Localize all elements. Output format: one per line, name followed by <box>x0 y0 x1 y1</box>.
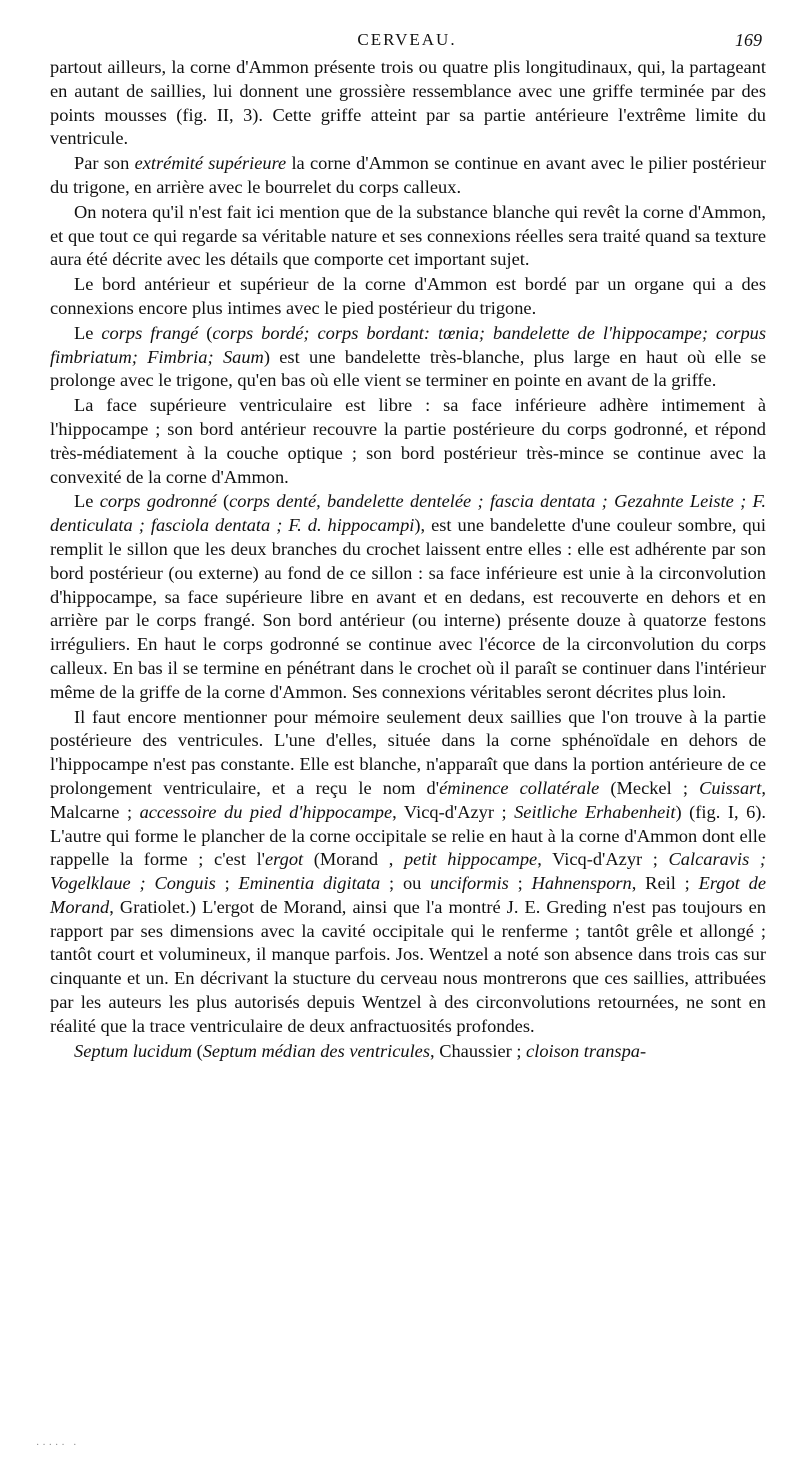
text-run: La face supérieure ventriculaire est libre : sa face inférieure adhère intimement à l'hippocampe ; son bord antérieur recouvre la partie postérieure du corps godronné, et répond très-médiatement à la couche optique ; son bord postérieur très-mince se continue avec la convexité de la corne d'Ammon. <box>50 395 766 487</box>
text-run: Le bord antérieur et supérieur de la corne d'Ammon est bordé par un organe qui a des connexions encore plus intimes avec le pied postérieur du trigone. <box>50 274 766 318</box>
italic-run: corps bordé; corps bordant: tœnia; bandelette de l'hippocampe; corpus fimbriatum; Fimbria; Saum <box>50 322 766 367</box>
italic-run: accessoire du pied d'hippocampe <box>139 801 393 822</box>
italic-run: Calcaravis ; Vogelklaue ; Conguis <box>50 849 766 894</box>
text-run: , Chaussier ; <box>430 1040 527 1061</box>
paragraph <box>50 152 766 200</box>
running-title: CERVEAU. <box>357 30 457 49</box>
text-run: la corne d'Ammon se continue en avant avec le pilier postérieur du trigone, en arrière avec le bourrelet du corps calleux. <box>50 153 766 197</box>
body-text <box>50 56 766 1063</box>
italic-run: Eminentia digitata <box>238 873 381 894</box>
text-run: , Gratiolet.) L'ergot de Morand, ainsi que l'a montré J. E. Greding n'est pas toujours en rapport par ses dimensions avec la cavité occipitale qui le renferme ; tantôt grêle et allongé ; tantôt court et volumineux, il manque parfois. Jos. Wentzel a noté son absence dans trois cas sur cinquante et un. En décrivant la stucture du cerveau nous montrerons que ces saillies, attribuées par les auteurs les plus autorisés depuis Wentzel à des circonvolutions retournées, ne sont en réalité que la trace ventriculaire de deux anfractuosités profondes. <box>50 896 766 1036</box>
italic-run: cloison transpa- <box>526 1040 647 1061</box>
text-run: , Vicq-d'Azyr ; <box>537 849 669 870</box>
italic-run: corps frangé <box>101 322 199 343</box>
paragraph <box>50 273 766 321</box>
text-run: (Meckel ; <box>599 777 700 798</box>
italic-run: Hahnensporn <box>531 873 632 894</box>
italic-run: extrémité supérieure <box>134 153 287 174</box>
page-number: 169 <box>735 30 762 50</box>
text-run: partout ailleurs, la corne d'Ammon présente trois ou quatre plis longitudinaux, qui, la partageant en autant de saillies, lui donnent une grossière ressemblance avec une griffe terminée par des points mousses (fig. II, 3). Cette griffe atteint par sa partie antérieure l'extrême limite du ventricule. <box>50 57 766 149</box>
text-run: Le <box>74 322 102 343</box>
italic-run: Seitliche Erhabenheit <box>514 801 676 822</box>
paragraph <box>50 706 766 1039</box>
text-run: Il faut encore mentionner pour mémoire seulement deux saillies que l'on trouve à la partie postérieure des ventricules. L'une d'elles, située dans la corne sphénoïdale en dehors de l'hippocampe n'est pas constante. Elle est blanche, n'apparaît que dans la portion antérieure de ce prolongement ventriculaire, et a reçu le nom d' <box>50 706 766 798</box>
paragraph <box>50 394 766 489</box>
paragraph <box>50 56 766 151</box>
paragraph <box>50 1040 766 1064</box>
paragraph <box>50 322 766 393</box>
text-run: ; <box>508 873 532 894</box>
text-run: Le <box>74 491 100 512</box>
italic-run: Septum médian des ventricules <box>202 1040 431 1061</box>
italic-run: Ergot de Morand <box>50 873 766 917</box>
paragraph <box>50 490 766 704</box>
paragraph <box>50 201 766 272</box>
text-run: Par son <box>74 153 135 174</box>
text-run: , Malcarne ; <box>50 777 767 822</box>
italic-run: ergot <box>265 849 304 870</box>
text-run: ) (fig. I, 6). L'autre qui forme le plancher de la corne occipitale se relie en haut à la corne d'Ammon dont elle rappelle la forme ; c'est l' <box>50 801 766 870</box>
text-run: ( <box>198 322 213 343</box>
italic-run: corps denté, bandelette dentelée ; fascia dentata ; Gezahnte Leiste ; F. denticulata ; fasciola dentata ; F. d. hippocampi <box>50 491 766 536</box>
footer-dots: ····· · <box>36 1440 80 1451</box>
italic-run: petit hippocampe <box>403 849 538 870</box>
text-run: , Vicq-d'Azyr ; <box>392 801 515 822</box>
text-run: (Morand , <box>303 849 404 870</box>
text-run: ; <box>215 873 239 894</box>
text-run: ( <box>216 491 230 512</box>
text-run: ) est une bandelette très-blanche, plus large en haut où elle se prolonge avec le trigone, qu'en bas où elle vient se terminer en pointe en avant de la griffe. <box>50 346 766 391</box>
text-run: ), est une bandelette d'une couleur sombre, qui remplit le sillon que les deux branches du crochet laissent entre elles : elle est adhérente par son bord postérieur (ou externe) au fond de ce sillon : sa face inférieure est unie à la circonvolution d'hippocampe, sa face supérieure libre en avant et en dedans, est recouverte en dehors et en arrière par le corps frangé. Son bord antérieur (ou interne) présente douze à quatorze festons irréguliers. En haut le corps godronné se continue avec l'écorce de la circonvolution du corps calleux. En bas il se termine en pénétrant dans le crochet où il paraît se continuer dans l'intérieur même de la griffe de la corne d'Ammon. Ses connexions véritables seront décrites plus loin. <box>50 515 766 702</box>
text-run: On notera qu'il n'est fait ici mention que de la substance blanche qui revêt la corne d'Ammon, et que tout ce qui regarde sa véritable nature et ses connexions réelles sera traité quand sa texture aura été décrite avec les détails que comporte cet important sujet. <box>50 201 766 270</box>
italic-run: unciformis <box>430 873 509 894</box>
page-header <box>52 30 762 54</box>
text-run: ; ou <box>380 873 431 894</box>
text-run: , Reil ; <box>631 873 699 894</box>
italic-run: Septum lucidum <box>74 1040 192 1061</box>
italic-run: corps godronné <box>99 491 217 512</box>
italic-run: éminence collatérale <box>439 777 600 798</box>
italic-run: Cuissart <box>699 777 762 798</box>
text-run: ( <box>192 1040 203 1061</box>
